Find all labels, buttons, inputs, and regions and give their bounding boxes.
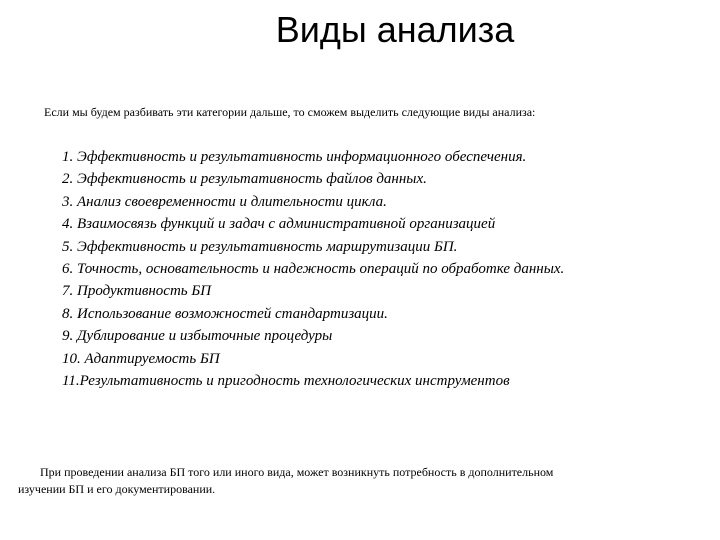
list-item: 3. Анализ своевременности и длительности цикла.: [62, 193, 387, 210]
list-item: 4. Взаимосвязь функций и задач с административной организацией: [62, 216, 496, 233]
intro-text: Если мы будем разбивать эти категории дальше, то сможем выделить следующие виды анализа:: [44, 105, 536, 119]
list-item: 7. Продуктивность БП: [62, 283, 212, 300]
analysis-types-list: [62, 146, 564, 392]
list-item: 5. Эффективность и результативность маршрутизации БП.: [62, 238, 458, 255]
closing-line-1: При проведении анализа БП того или иного вида, может возникнуть потребность в дополнительном: [40, 465, 554, 479]
list-item: 6. Точность, основательность и надежность операций по обработке данных.: [62, 261, 565, 278]
closing-line-2: изучении БП и его документировании.: [18, 481, 216, 496]
list-item: 8. Использование возможностей стандартизации.: [62, 305, 388, 322]
list-item: 10. Адаптируемость БП: [62, 350, 220, 367]
list-item: 11.Результативность и пригодность технологических инструментов: [62, 373, 510, 390]
list-item: 1. Эффективность и результативность информационного обеспечения.: [62, 149, 527, 165]
slide-title: Виды анализа: [275, 9, 515, 50]
list-item: 9. Дублирование и избыточные процедуры: [62, 328, 333, 345]
closing-paragraph: [18, 464, 668, 497]
list-item: 2. Эффективность и результативность файлов данных.: [62, 171, 427, 188]
